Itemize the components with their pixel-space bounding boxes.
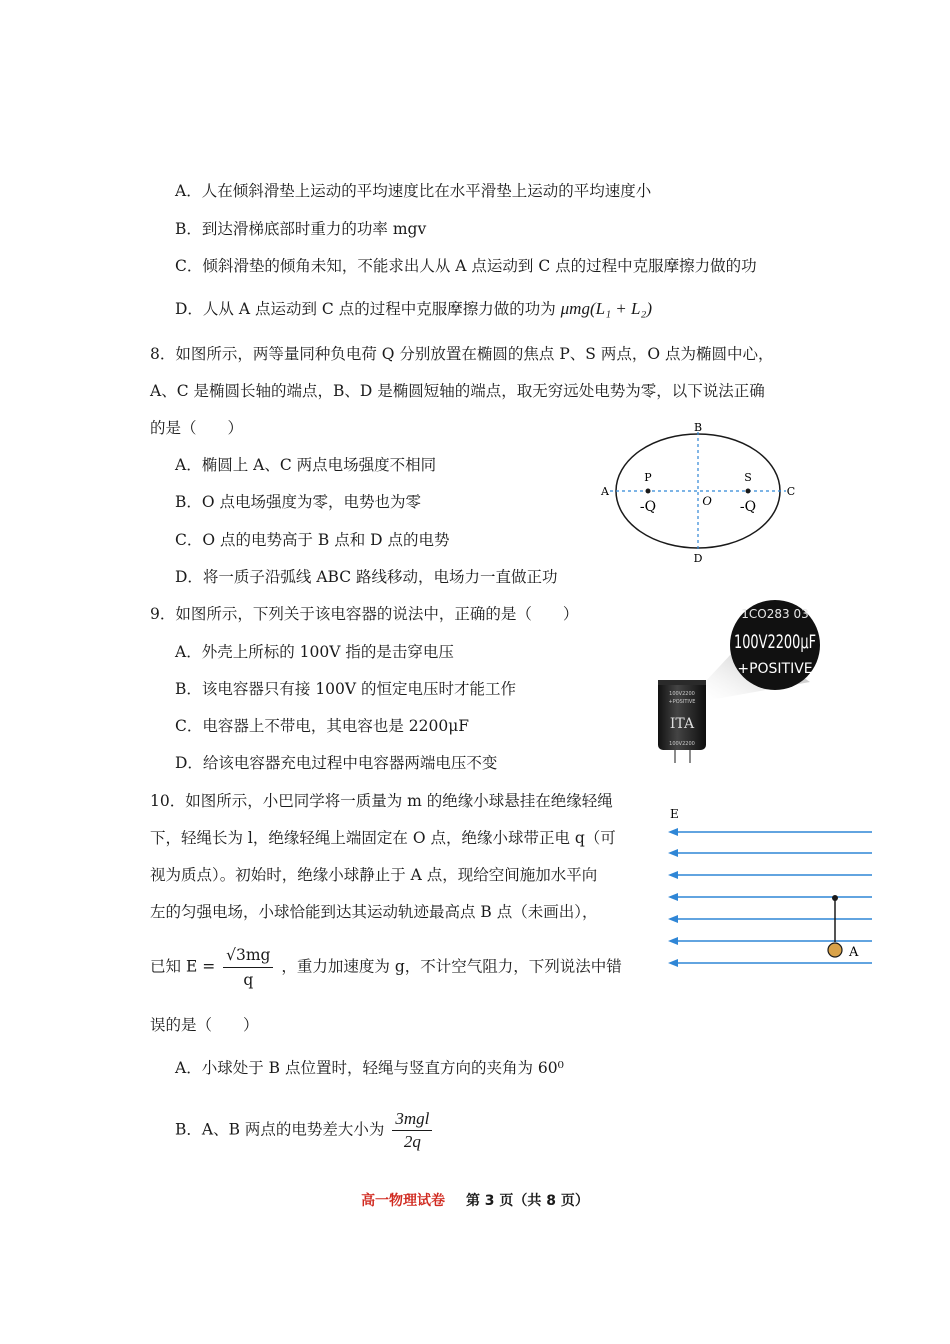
zoom-text-main: 100V2200μF: [734, 631, 816, 653]
q8-stem-line2: A、C 是椭圆长轴的端点，B、D 是椭圆短轴的端点，取无穷远处电势为零，以下说法正确: [150, 382, 765, 400]
q9-option-b: B．该电容器只有接 100V 的恒定电压时才能工作: [175, 680, 517, 698]
q10-stem-line6: 误的是（ ）: [150, 1016, 259, 1034]
label-d: D: [693, 552, 703, 565]
q7-option-c: C．倾斜滑垫的倾角未知，不能求出人从 A 点运动到 C 点的过程中克服摩擦力做的功: [175, 257, 757, 275]
q8-option-a: A．椭圆上 A、C 两点电场强度不相同: [175, 456, 437, 474]
q10-stem-line2: 下，轻绳长为 l，绝缘轻绳上端固定在 O 点，绝缘小球带正电 q（可: [150, 829, 616, 847]
q10-given-suffix: ，重力加速度为 g，不计空气阻力，下列说法中错: [281, 957, 622, 976]
q9-option-c: C．电容器上不带电，其电容也是 2200μF: [175, 717, 470, 735]
q10-given-prefix: 已知: [150, 957, 182, 976]
charge-left-label: -Q: [639, 499, 657, 515]
label-b: B: [693, 421, 703, 434]
label-o: O: [702, 493, 712, 508]
label-p: P: [644, 471, 652, 484]
q9-stem: 9．如图所示，下列关于该电容器的说法中，正确的是（ ）: [150, 605, 579, 623]
field-arrowhead-1: [668, 828, 678, 836]
q8-stem-line3: 的是（ ）: [150, 419, 244, 437]
q10-field-denominator: q: [243, 971, 254, 989]
q9-option-d: D．给该电容器充电过程中电容器两端电压不变: [175, 754, 498, 772]
q7-option-d-text: D．人从 A 点运动到 C 点的过程中克服摩擦力做的功为: [175, 300, 556, 318]
q9-capacitor-figure: [650, 600, 825, 770]
field-arrowhead-7: [668, 959, 678, 967]
field-arrowhead-5: [668, 915, 678, 923]
q8-option-b: B．O 点电场强度为零，电势也为零: [175, 493, 422, 511]
q10-option-b-fraction: [392, 1108, 432, 1153]
q10-field-numerator: √3mg: [223, 943, 273, 968]
q10-option-b-numerator: 3mgl: [392, 1108, 432, 1131]
ball-a: [828, 943, 842, 957]
label-s: S: [744, 471, 752, 484]
q10-stem-line4: 左的匀强电场，小球恰能到达其运动轨迹最高点 B 点（未画出），: [150, 903, 598, 921]
q10-option-b-denominator: 2q: [403, 1132, 421, 1151]
q10-stem-line1: 10．如图所示，小巴同学将一质量为 m 的绝缘小球悬挂在绝缘轻绳: [150, 792, 613, 810]
q10-field-fraction: [223, 943, 273, 992]
label-c: C: [786, 485, 796, 498]
q10-field-figure: [660, 800, 880, 975]
footer-title: 高一物理试卷: [361, 1193, 446, 1209]
field-arrowhead-3: [668, 871, 678, 879]
focus-p-dot: [646, 489, 651, 494]
body-brand: ITA: [669, 716, 695, 732]
q7-option-d: [175, 299, 652, 319]
q10-stem-line3: 视为质点）。初始时，绝缘小球静止于 A 点，现给空间施加水平向: [150, 866, 598, 884]
zoom-text-top: 1CO283 03: [741, 607, 809, 621]
field-arrowhead-4: [668, 893, 678, 901]
charge-right-label: -Q: [739, 499, 757, 515]
q10-option-b: [175, 1108, 435, 1153]
field-arrowhead-2: [668, 849, 678, 857]
q7-option-b: B．到达滑梯底部时重力的功率 mgv: [175, 220, 427, 238]
q8-ellipse-figure: [598, 418, 798, 566]
q9-option-a: A．外壳上所标的 100V 指的是击穿电压: [175, 643, 454, 661]
focus-s-dot: [746, 489, 751, 494]
q7-option-a: A．人在倾斜滑垫上运动的平均速度比在水平滑垫上运动的平均速度小: [175, 182, 652, 200]
label-a: A: [601, 485, 609, 498]
zoom-text-bottom: +POSITIVE: [737, 661, 813, 677]
q10-stem-line5: [150, 943, 622, 992]
q8-stem-line1: 8．如图所示，两等量同种负电荷 Q 分别放置在椭圆的焦点 P、S 两点，O 点为椭圆中心，: [150, 345, 774, 363]
footer-page-number: 第 3 页（共 8 页）: [465, 1193, 589, 1209]
q8-option-c: C．O 点的电势高于 B 点和 D 点的电势: [175, 531, 450, 549]
q8-option-d: D．将一质子沿弧线 ABC 路线移动，电场力一直做正功: [175, 568, 558, 586]
q10-given-e-label: E =: [185, 957, 216, 976]
label-a-ball: A: [849, 945, 859, 960]
body-text-small1: 100V2200: [669, 691, 695, 697]
field-arrowhead-6: [668, 937, 678, 945]
body-text-small2: +POSITIVE: [668, 699, 696, 705]
field-label-e: E: [670, 807, 679, 821]
capacitor-top-rim: [658, 680, 706, 685]
page-footer: [0, 1190, 950, 1210]
q7-option-d-formula: μmg(L₁ + L₂): [560, 299, 652, 318]
body-text-small3: 100V2200: [669, 741, 695, 747]
q10-option-b-text: B．A、B 两点的电势差大小为: [175, 1120, 385, 1139]
q10-option-a: A．小球处于 B 点位置时，轻绳与竖直方向的夹角为 60⁰: [175, 1059, 564, 1077]
